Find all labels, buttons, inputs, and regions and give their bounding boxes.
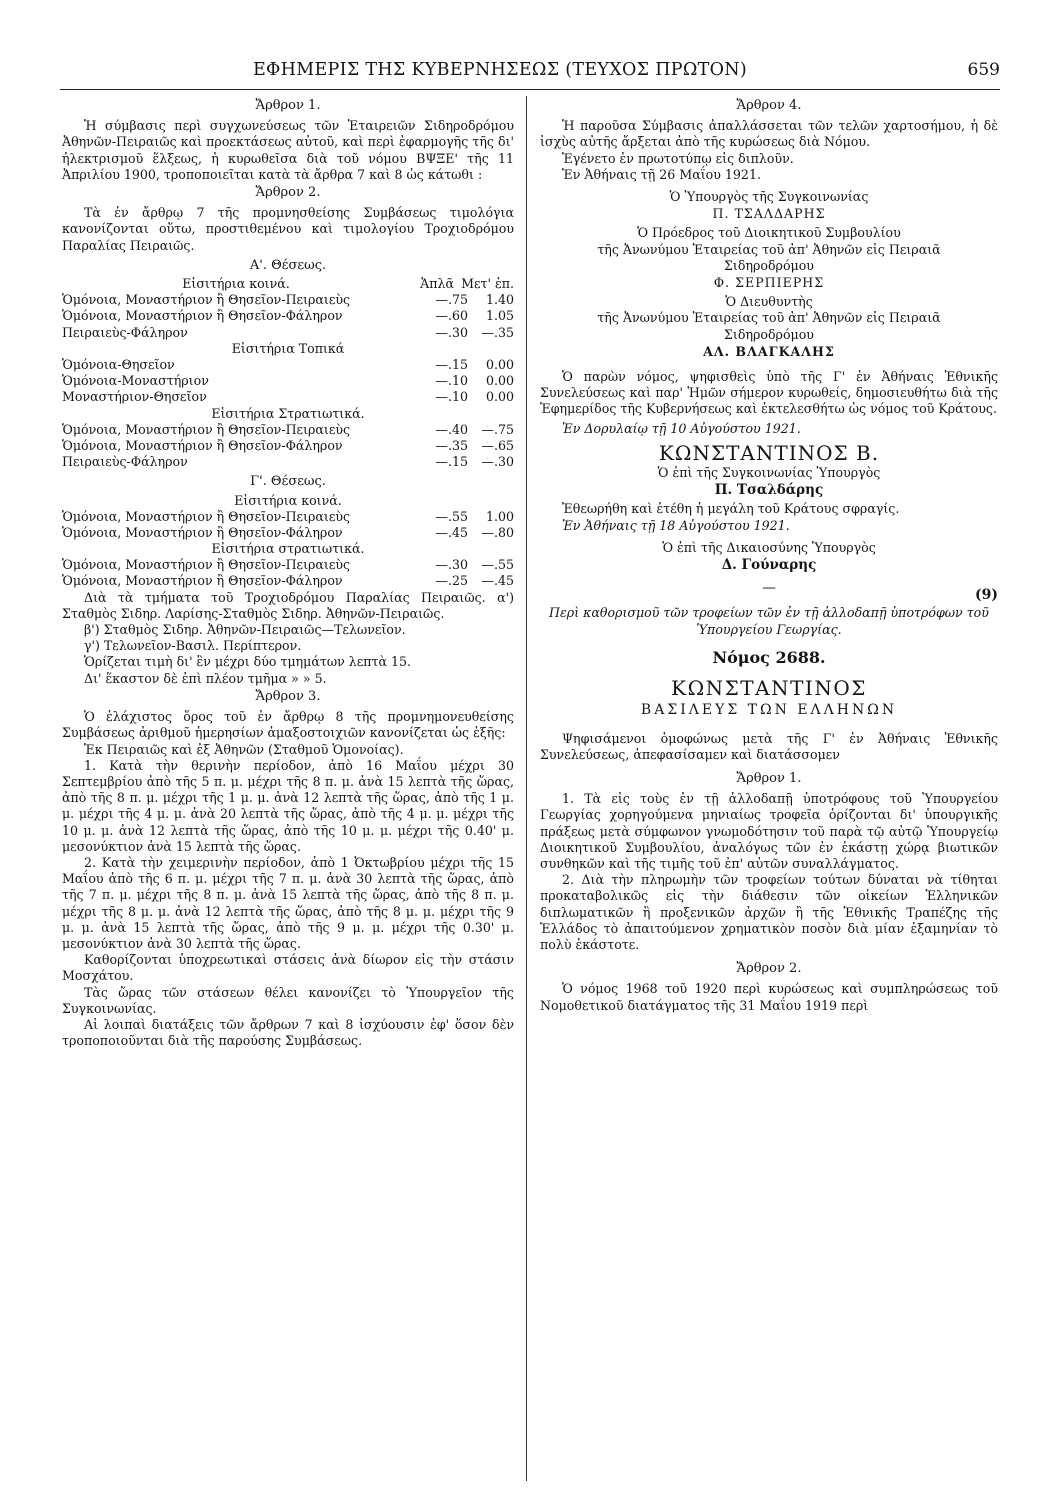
header-rule: [60, 89, 1000, 90]
fare-route: Ὁμόνοια, Μοναστήριον ἢ Θησεῖον-Φάληρον: [62, 524, 343, 540]
article-3-summer: 1. Κατὰ τὴν θερινὴν περίοδον, ἀπὸ 16 Μαΐου μέχρι 30 Σεπτεμβρίου ἀπὸ τῆς 5 π. μ. μέχρι τῆς 8 π. μ. ἀνὰ 15 λεπτὰ τῆς ὥρας, ἀπὸ τῆς 8 π. μ. μέχρι τῆς 1 μ. μ. ἀνὰ 12 λεπτὰ τῆς ὥρας, ἀπὸ τῆς 1 μ. μ. μέχρι τῆς 4 μ. μ. ἀνὰ 20 λεπτὰ τῆς ὥρας, ἀπὸ τῆς 4 μ. μ. μέχρι τῆς 10 μ. μ. ἀνὰ 12 λεπτὰ τῆς ὥρας, ἀπὸ τῆς 10 μ. μ. μέχρι τῆς 0.40' μ. μεσονύκτιον ἀνὰ 15 λεπτὰ τῆς ὥρας.: [62, 757, 514, 854]
fare-route: Ὁμόνοια-Μοναστήριον: [62, 373, 209, 389]
seal-date: Ἐν Ἀθήναις τῇ 18 Αὐγούστου 1921.: [562, 517, 790, 533]
communications-minister-name: Π. Τσαλδάρης: [714, 482, 824, 499]
fare-route: Ὁμόνοια, Μοναστήριον ἢ Θησεῖον-Πειραιεὺς: [62, 508, 351, 524]
article-3-origin: Ἐκ Πειραιῶς καὶ ἐξ Ἀθηνῶν (Σταθμοῦ Ὁμονοίας).: [84, 741, 404, 757]
president-title-3: Σιδηροδρόμου: [724, 257, 814, 273]
article-3-heading: Ἄρθρον 3.: [255, 688, 321, 704]
director-title-2: τῆς Ἀνωνύμου Ἑταιρείας τοῦ ἀπ' Ἀθηνῶν εἰς Πειραιᾶ: [597, 310, 941, 326]
fare-return: —.30: [481, 454, 514, 470]
minister-name: Π. ΤΣΑΛΔΑΡΗΣ: [712, 206, 826, 222]
president-name: Φ. ΣΕΡΠΙΕΡΗΣ: [713, 275, 825, 291]
fare-table-header: [62, 276, 514, 292]
fare-row: [62, 573, 514, 589]
tram-fare-rule-2: Δι' ἕκαστον δὲ ἐπὶ πλέον τμῆμα » » 5.: [84, 670, 327, 686]
section-separator: —: [762, 580, 776, 597]
law-article-2-heading: Ἄρθρον 2.: [736, 961, 802, 977]
fare-return: —.65: [481, 437, 514, 453]
fare-route: Ὁμόνοια, Μοναστήριον ἢ Θησεῖον-Πειραιεὺς: [62, 421, 351, 437]
president-title-1: Ὁ Πρόεδρος τοῦ Διοικητικοῦ Συμβουλίου: [637, 225, 901, 241]
enactment-formula: Ψηφισάμενοι ὁμοφώνως μετὰ τῆς Γ' ἐν Ἀθήναις Ἐθνικῆς Συνελεύσεως, ἀπεφασίσαμεν καὶ διατάσσομεν: [540, 730, 998, 762]
fare-single: —.55: [435, 508, 468, 524]
fare-row: [62, 438, 514, 454]
fare-single: —.10: [435, 373, 468, 389]
director-name: ΑΛ. ΒΛΑΓΚΑΛΗΣ: [703, 343, 835, 359]
justice-minister-name: Δ. Γούναρης: [721, 557, 817, 574]
king-heading: ΚΩΝΣΤΑΝΤΙΝΟΣ: [671, 676, 867, 701]
fare-single: —.35: [435, 437, 468, 453]
tram-section-b: β') Σταθμὸς Σιδηρ. Ἀθηνῶν-Πειραιῶς—Τελωνεῖον.: [84, 622, 406, 638]
fare-row: [62, 454, 514, 470]
military-fares-heading: Εἰσιτήρια Στρατιωτικά.: [211, 405, 365, 421]
fare-return: —.45: [481, 573, 514, 589]
fare-return: 1.00: [485, 508, 514, 524]
fare-return: —.80: [481, 524, 514, 540]
fare-return: 0.00: [485, 373, 514, 389]
fare-return: 1.40: [485, 292, 514, 308]
column-divider: [526, 96, 527, 1481]
article-4-copies: Ἐγένετο ἐν πρωτοτύπῳ εἰς διπλοῦν.: [562, 150, 794, 166]
class-g-heading: Γ'. Θέσεως.: [250, 474, 326, 490]
fare-route: Ὁμόνοια, Μοναστήριον ἢ Θησεῖον-Φάληρον: [62, 308, 343, 324]
fare-row: [62, 389, 514, 405]
fare-single: —.75: [435, 292, 468, 308]
fare-route: Ὁμόνοια, Μοναστήριον ἢ Θησεῖον-Πειραιεὺς: [62, 557, 351, 573]
fare-route: Ὁμόνοια, Μοναστήριον ἢ Θησεῖον-Φάληρον: [62, 573, 343, 589]
article-3-stops: Καθορίζονται ὑποχρεωτικαὶ στάσεις ἀνὰ δίωρον εἰς τὴν στάσιν Μοσχάτου.: [62, 952, 514, 984]
tram-sections-text: Διὰ τὰ τμήματα τοῦ Τροχιοδρόμου Παραλίας Πειραιῶς. α') Σταθμὸς Σιδηρ. Λαρίσης-Σταθμὸς Σιδηρ. Ἀθηνῶν-Πειραιῶς.: [62, 589, 514, 621]
fare-row: [62, 325, 514, 341]
law-article-2-text: Ὁ νόμος 1968 τοῦ 1920 περὶ κυρώσεως καὶ συμπληρώσεως τοῦ Νομοθετικοῦ διατάγματος τῆς 31 Μαΐου 1919 περὶ: [540, 981, 998, 1013]
article-3-stop-times: Τὰς ὥρας τῶν στάσεων θέλει κανονίζει τὸ Ὑπουργεῖον τῆς Συγκοινωνίας.: [62, 984, 514, 1016]
fare-single: —.45: [435, 524, 468, 540]
fare-header-return: Μετ' ἐπ.: [461, 276, 514, 292]
fare-route: Πειραιεὺς-Φάληρον: [62, 454, 188, 470]
law-number: Νόμος 2688.: [712, 647, 826, 667]
article-3-text: Ὁ ἐλάχιστος ὅρος τοῦ ἐν ἄρθρῳ 8 τῆς προμνημονευθείσης Συμβάσεως ἀριθμοῦ ἡμερησίων ἁμαξοστοιχιῶν κανονίζεται ὡς ἑξῆς:: [62, 709, 514, 741]
fare-route: Πειραιεὺς-Φάληρον: [62, 324, 188, 340]
page-number: 659: [967, 60, 1000, 80]
fare-single: —.60: [435, 308, 468, 324]
fare-row: [62, 509, 514, 525]
fare-route: Ὁμόνοια, Μοναστήριον ἢ Θησεῖον-Πειραιεὺς: [62, 292, 351, 308]
president-title-2: τῆς Ἀνωνύμου Ἑταιρείας τοῦ ἀπ' Ἀθηνῶν εἰς Πειραιᾶ: [597, 241, 941, 257]
class-a-heading: Α'. Θέσεως.: [249, 257, 327, 273]
fare-return: 0.00: [485, 389, 514, 405]
left-column: [62, 96, 514, 1049]
justice-minister-title: Ὁ ἐπὶ τῆς Δικαιοσύνης Ὑπουργὸς: [662, 539, 876, 555]
fare-single: —.30: [435, 557, 468, 573]
fare-single: —.15: [435, 356, 468, 372]
fare-row: [62, 357, 514, 373]
promulgation-text: Ὁ παρὼν νόμος, ψηφισθεὶς ὑπὸ τῆς Γ' ἐν Ἀθήναις Ἐθνικῆς Συνελεύσεως καὶ παρ' Ἡμῶν σήμερον κυρωθείς, δημοσιευθήτω διὰ τῆς Ἐφημερίδος τῆς Κυβερνήσεως καὶ ἐκτελεσθήτω ὡς νόμος τοῦ Κράτους.: [540, 369, 998, 417]
communications-minister-title: Ὁ ἐπὶ τῆς Συγκοινωνίας Ὑπουργὸς: [657, 465, 881, 481]
article-4-text: Ἡ παροῦσα Σύμβασις ἀπαλλάσσεται τῶν τελῶν χαρτοσήμου, ἡ δὲ ἰσχὺς αὐτῆς ἄρξεται ἀπὸ τῆς κυρώσεως διὰ Νόμου.: [540, 118, 998, 150]
fare-single: —.10: [435, 389, 468, 405]
page-header: [60, 58, 1000, 84]
director-title-3: Σιδηροδρόμου: [724, 326, 814, 342]
common-fares-heading: Εἰσιτήρια κοινά.: [234, 492, 342, 508]
fare-return: —.75: [481, 421, 514, 437]
fare-row: [62, 525, 514, 541]
local-fares-heading: Εἰσιτήρια Τοπικά: [231, 340, 345, 356]
article-3-winter: 2. Κατὰ τὴν χειμερινὴν περίοδον, ἀπὸ 1 Ὀκτωβρίου μέχρι τῆς 15 Μαΐου ἀπὸ τῆς 6 π. μ. μέχρι τῆς 7 π. μ. ἀνὰ 30 λεπτὰ τῆς ὥρας, ἀπὸ τῆς 7 π. μ. μέχρι τῆς 8 π. μ. ἀνὰ 15 λεπτὰ τῆς ὥρας, ἀπὸ τῆς 8 π. μ. μέχρι τῆς 8 μ. μ. ἀνὰ 12 λεπτὰ τῆς ὥρας, ἀπὸ τῆς 8 μ. μ. μέχρι τῆς 9 μ. μ. ἀνὰ 15 λεπτὰ τῆς ὥρας, ἀπὸ τῆς 9 μ. μ. μέχρι τῆς 0.30' μ. μεσονύκτιον ἀνὰ 30 λεπτὰ τῆς ὥρας.: [62, 854, 514, 951]
seal-statement: Ἐθεωρήθη καὶ ἐτέθη ἡ μεγάλη τοῦ Κράτους σφραγίς.: [562, 501, 900, 517]
king-signature: ΚΩΝΣΤΑΝΤΙΝΟΣ Β.: [658, 440, 880, 465]
law-title: Περὶ καθορισμοῦ τῶν τροφείων τῶν ἐν τῇ ἀλλοδαπῇ ὑποτρόφων τοῦ Ὑπουργείου Γεωργίας.: [549, 605, 989, 637]
article-3-remaining: Αἱ λοιπαὶ διατάξεις τῶν ἄρθρων 7 καὶ 8 ἰσχύουσιν ἐφ' ὅσον δὲν τροποποιοῦνται διὰ τῆς παρούσης Συμβάσεως.: [62, 1016, 514, 1049]
fare-return: 0.00: [485, 356, 514, 372]
fare-route: Ὁμόνοια-Θησεῖον: [62, 356, 175, 372]
fare-row: [62, 422, 514, 438]
fare-row: [62, 373, 514, 389]
fare-return: —.35: [481, 324, 514, 340]
fare-row: [62, 292, 514, 308]
fare-single: —.30: [435, 324, 468, 340]
law-article-1-para-1: 1. Τὰ εἰς τοὺς ἐν τῇ ἀλλοδαπῇ ὑποτρόφους τοῦ Ὑπουργείου Γεωργίας χορηγούμενα μηνιαίως τροφεῖα ὁρίζονται δι' ὑπουργικῆς πράξεως μετὰ σύμφωνον γνωμοδότησιν τοῦ παρὰ τῷ αὐτῷ Ὑπουργείῳ Διοικητικοῦ Συμβουλίου, ἀναλόγως τῶν ἐν ἑκάστῃ χώρᾳ βιωτικῶν συνθηκῶν καὶ τῆς τιμῆς τοῦ ἐπ' αὐτῶν συναλλάγματος.: [540, 791, 998, 871]
fare-route: Ὁμόνοια, Μοναστήριον ἢ Θησεῖον-Φάληρον: [62, 437, 343, 453]
fare-header-single: Ἁπλᾶ: [420, 276, 454, 292]
article-4-date: Ἐν Ἀθήναις τῇ 26 Μαΐου 1921.: [562, 166, 761, 182]
law-article-1-para-2: 2. Διὰ τὴν πληρωμὴν τῶν τροφείων τούτων δύναται νὰ τίθηται προκαταβολικῶς εἰς τὴν διάθεσιν τῶν οἰκείων Ἑλληνικῶν διπλωματικῶν ἢ προξενικῶν ἀρχῶν ἢ τῆς Ἐθνικῆς Τραπέζης τῆς Ἑλλάδος τὸ ἀπαιτούμενον χρηματικὸν ποσὸν διὰ μίαν ἑξαμηνίαν τὸ πολὺ ἑκάστοτε.: [540, 872, 998, 952]
article-1-text: Ἡ σύμβασις περὶ συγχωνεύσεως τῶν Ἑταιρειῶν Σιδηροδρόμου Ἀθηνῶν-Πειραιῶς καὶ προεκτάσεως αὐτοῦ, καὶ περὶ ἐφαρμογῆς τῆς δι' ἠλεκτρισμοῦ ἕλξεως, ἡ κυρωθεῖσα διὰ τοῦ νόμου ΒΨΞΕ' τῆς 11 Ἀπριλίου 1900, τροποποιεῖται κατὰ τὰ ἄρθρα 7 καὶ 8 ὡς κάτωθι :: [62, 118, 514, 182]
minister-title: Ὁ Ὑπουργὸς τῆς Συγκοινωνίας: [669, 189, 869, 205]
article-2-heading: Ἄρθρον 2.: [255, 185, 321, 201]
fare-single: —.25: [435, 573, 468, 589]
military-fares-heading-2: Εἰσιτήρια στρατιωτικά.: [211, 541, 365, 557]
fare-row: [62, 308, 514, 324]
article-1-heading: Ἄρθρον 1.: [255, 98, 321, 113]
gazette-title: ΕΦΗΜΕΡΙΣ ΤΗΣ ΚΥΒΕΡΝΗΣΕΩΣ (ΤΕΥΧΟΣ ΠΡΩΤΟΝ): [252, 60, 748, 80]
tram-fare-rule-1: Ὁρίζεται τιμὴ δι' ἓν μέχρι δύο τμημάτων λεπτὰ 15.: [84, 654, 412, 670]
king-subheading: ΒΑΣΙΛΕΥΣ ΤΩΝ ΕΛΛΗΝΩΝ: [640, 702, 898, 719]
right-column: [540, 96, 998, 1014]
promulgation-place-date: Ἐν Δορυλαίῳ τῇ 10 Αὐγούστου 1921.: [562, 420, 801, 436]
tram-section-g: γ') Τελωνεῖον-Βασιλ. Περίπτερον.: [84, 638, 302, 654]
article-2-text: Τὰ ἐν ἄρθρῳ 7 τῆς προμνησθείσης Συμβάσεως τιμολόγια κανονίζονται οὕτω, προστιθεμένου καὶ τιμολογίου Τροχιοδρόμου Παραλίας Πειραιῶς.: [62, 205, 514, 253]
article-4-heading: Ἄρθρον 4.: [736, 98, 802, 113]
fare-single: —.15: [435, 454, 468, 470]
fare-return: 1.05: [485, 308, 514, 324]
fare-header-label: Εἰσιτήρια κοινά.: [182, 276, 290, 292]
fare-route: Μοναστήριον-Θησεῖον: [62, 389, 207, 405]
fare-single: —.40: [435, 421, 468, 437]
item-number: (9): [975, 587, 998, 604]
fare-row: [62, 557, 514, 573]
fare-return: —.55: [481, 557, 514, 573]
law-article-1-heading: Ἄρθρον 1.: [736, 770, 802, 786]
director-title-1: Ὁ Διευθυντὴς: [725, 294, 813, 310]
